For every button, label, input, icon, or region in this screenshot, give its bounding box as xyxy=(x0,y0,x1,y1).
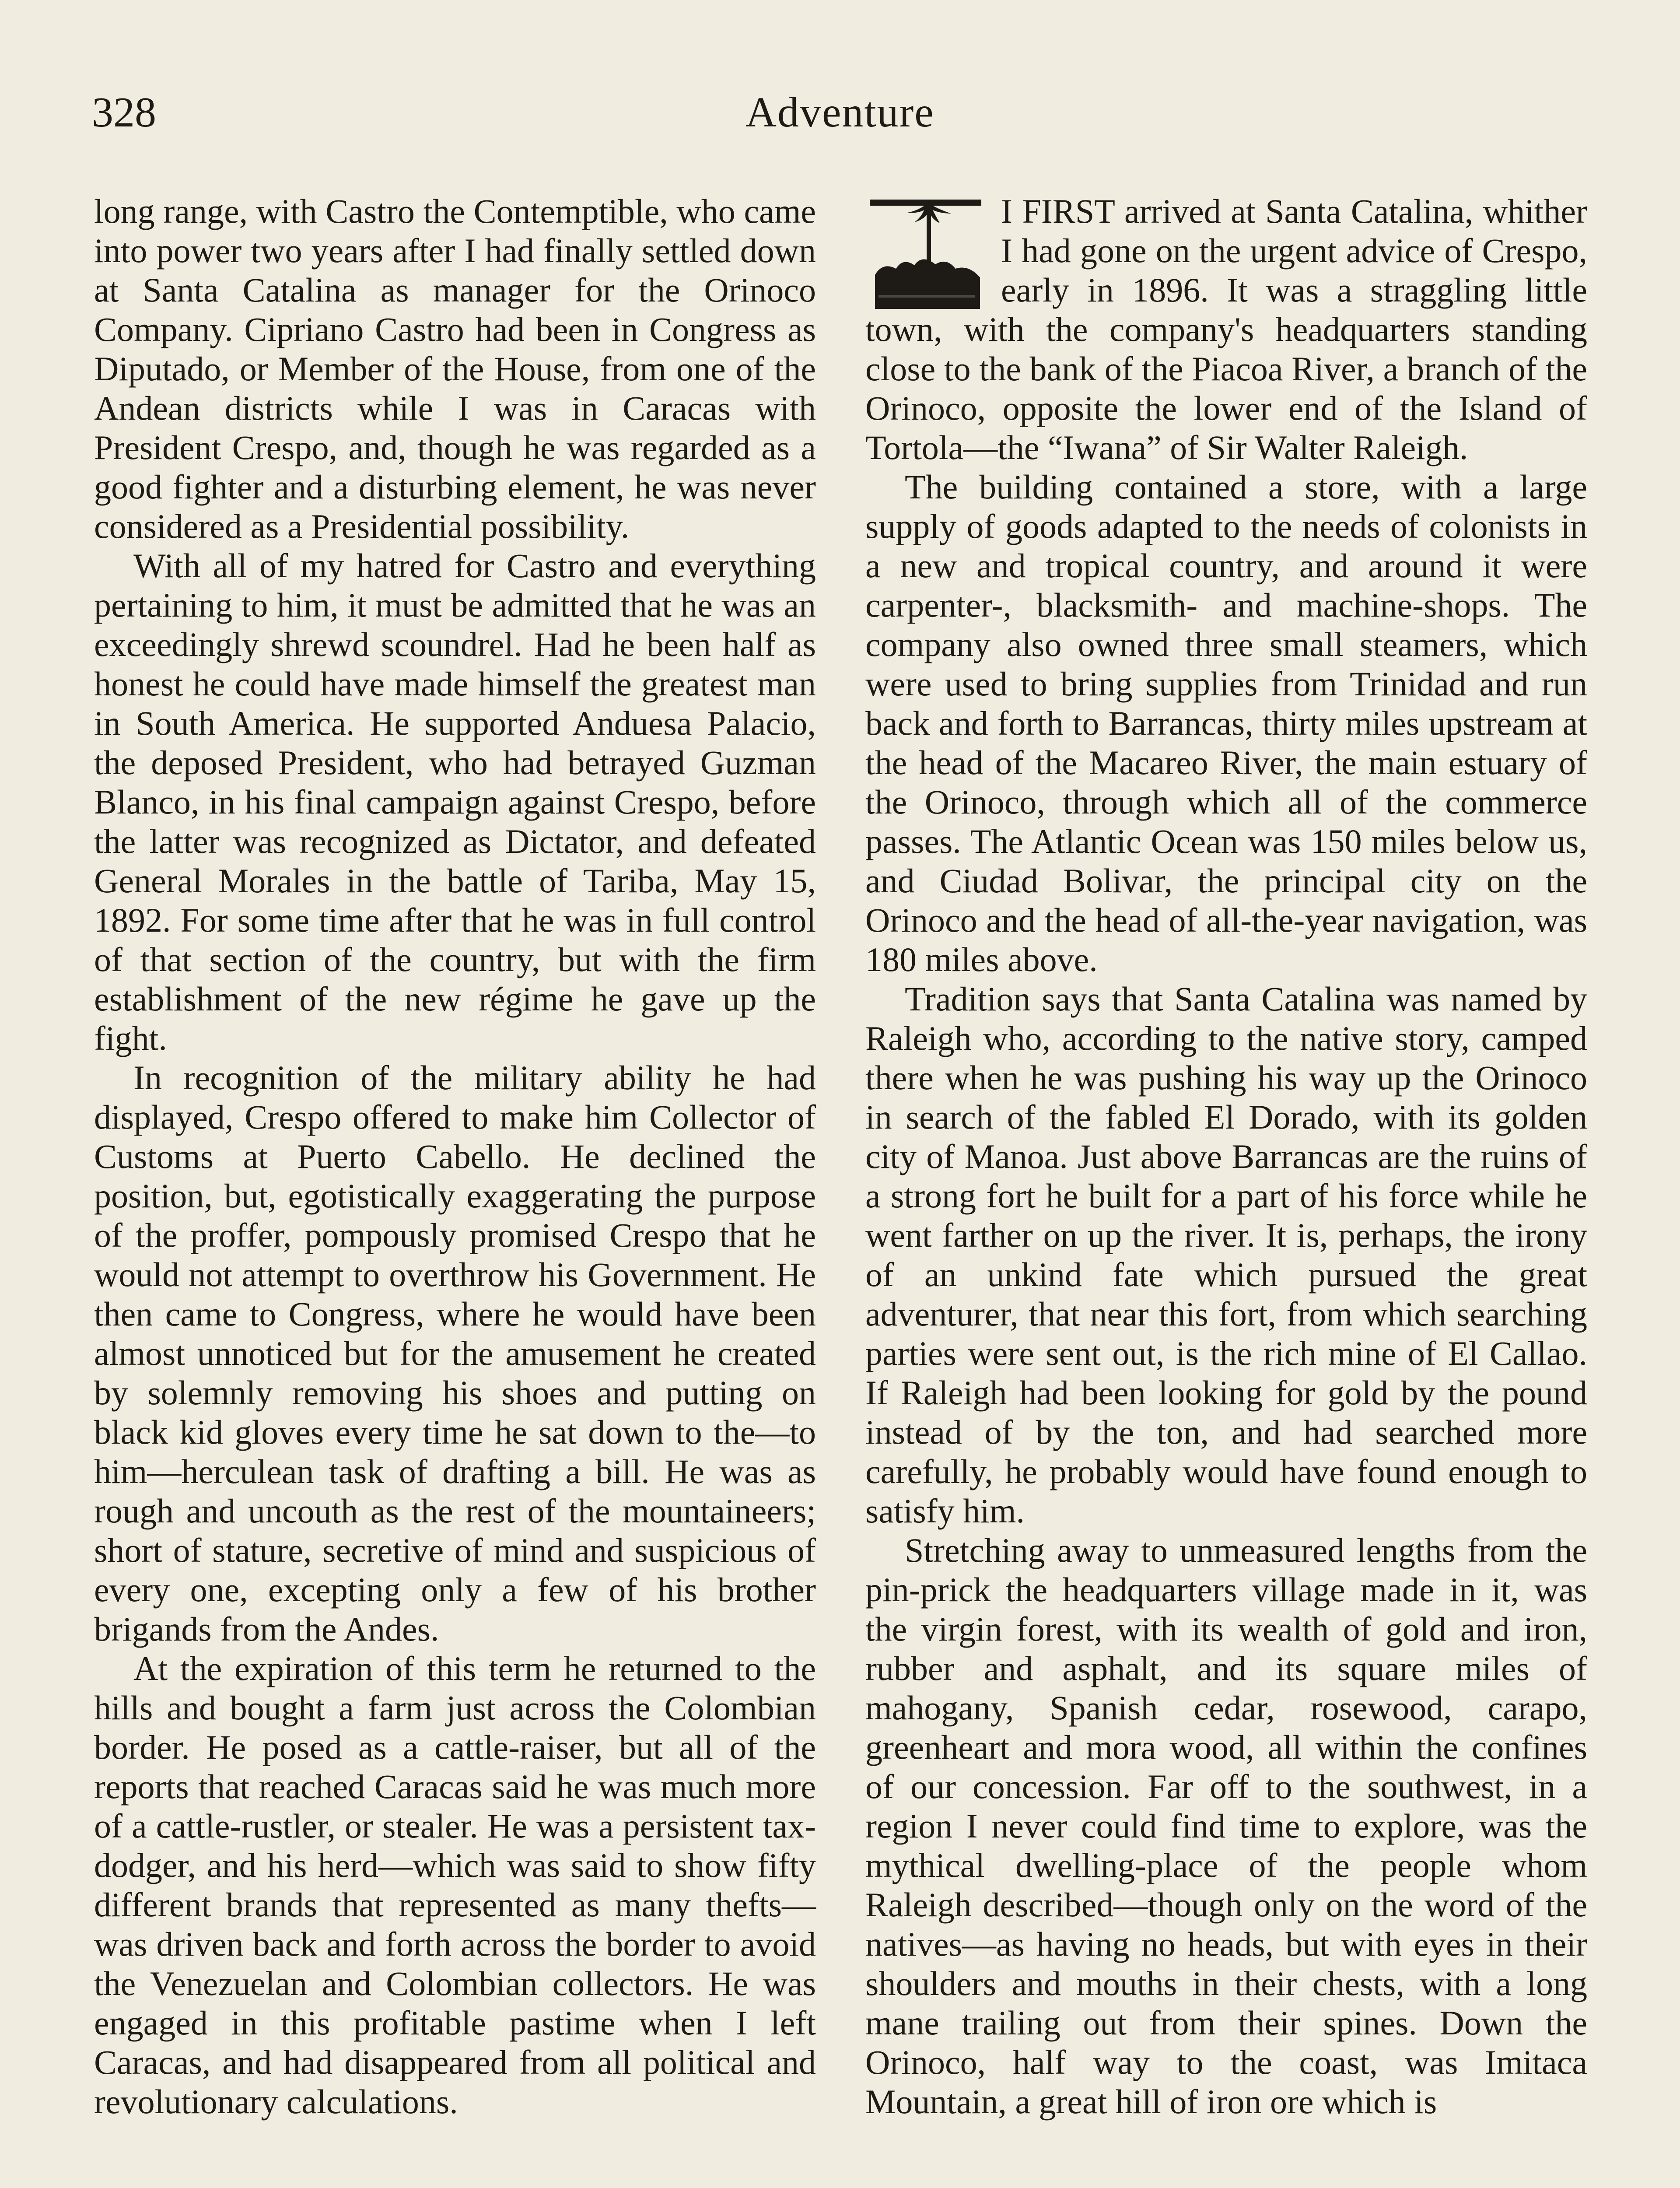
paragraph: I FIRST arrived at Santa Catalina, whither I had gone on the urgent advice of Crespo, early in 1896. It was a straggling little town, with the company's headquarters standing close to the bank of the Piacoa River, a branch of the Orinoco, opposite the lower end of the Island of Tortola—the “Iwana” of Sir Walter Raleigh. xyxy=(865,192,1587,466)
paragraph: With all of my hatred for Castro and everything pertaining to him, it must be admitted that he was an exceedingly shrewd scoundrel. Had he been half as honest he could have made himself the greatest man in South America. He supported Anduesa Palacio, the deposed President, who had betrayed Guzman Blanco, in his final campaign against Crespo, before the latter was recognized as Dictator, and defeated General Morales in the battle of Tariba, May 15, 1892. For some time after that he was in full control of that section of the country, but with the firm establishment of the new régime he gave up the fight. xyxy=(94,547,816,1057)
paragraph: long range, with Castro the Contemptible, who came into power two years after I had finally settled down at Santa Catalina as manager for the Orinoco Company. Cipriano Castro had been in Congress as Diputado, or Member of the House, from one of the Andean districts while I was in Caracas with President Crespo, and, though he was regarded as a good fighter and a disturbing element, he was never considered as a Presidential possibility. xyxy=(94,192,816,545)
paragraph: Stretching away to unmeasured lengths from the pin-prick the headquarters village made in it, was the virgin forest, with its wealth of gold and iron, rubber and asphalt, and its square miles of mahogany, Spanish cedar, rosewood, carapo, greenheart and mora wood, all within the confines of our concession. Far off to the southwest, in a region I never could find time to explore, was the mythical dwelling-place of the people whom Raleigh described—though only on the word of the natives—as having no heads, but with eyes in their shoulders and mouths in their chests, with a long mane trailing out from their spines. Down the Orinoco, half way to the coast, was Imitaca Mountain, a great hill of iron ore which is xyxy=(865,1531,1587,2121)
paragraph: Tradition says that Santa Catalina was named by Raleigh who, according to the native story, camped there when he was pushing his way up the Orinoco in search of the fabled El Dorado, with its golden city of Manoa. Just above Barrancas are the ruins of a strong fort he built for a part of his force while he went farther on up the river. It is, perhaps, the irony of an unkind fate which pursued the great adventurer, that near this fort, from which searching parties were sent out, is the rich mine of El Callao. If Raleigh had been looking for gold by the pound instead of by the ton, and had searched more carefully, he probably would have found enough to satisfy him. xyxy=(865,980,1587,1530)
decorative-initial-palm-icon xyxy=(865,192,992,310)
paragraph: In recognition of the military ability he had displayed, Crespo offered to make him Collector of Customs at Puerto Cabello. He declined the position, but, egotistically exaggerating the purpose of the proffer, pompously promised Crespo that he would not attempt to overthrow his Government. He then came to Congress, where he would have been almost unnoticed but for the amusement he created by solemnly removing his shoes and putting on black kid gloves every time he sat down to the—to him—herculean task of drafting a bill. He was as rough and uncouth as the rest of the mountaineers; short of stature, secretive of mind and suspicious of every one, excepting only a few of his brother brigands from the Andes. xyxy=(94,1059,816,1648)
right-column xyxy=(865,192,1587,2121)
paragraph: At the expiration of this term he returned to the hills and bought a farm just across the Colombian border. He posed as a cattle-raiser, but all of the reports that reached Caracas said he was much more of a cattle-rustler, or stealer. He was a persistent tax-dodger, and his herd—which was said to show fifty different brands that represented as many thefts—was driven back and forth across the border to avoid the Venezuelan and Colombian collectors. He was engaged in this profitable pastime when I left Caracas, and had disappeared from all political and revolutionary calculations. xyxy=(94,1649,816,2121)
running-head: Adventure xyxy=(746,89,934,136)
paragraph: The building contained a store, with a large supply of goods adapted to the needs of colonists in a new and tropical country, and around it were carpenter-, blacksmith- and machine-shops. The company also owned three small steamers, which were used to bring supplies from Trinidad and run back and forth to Barrancas, thirty miles upstream at the head of the Macareo River, the main estuary of the Orinoco, through which all of the commerce passes. The Atlantic Ocean was 150 miles below us, and Ciudad Bolivar, the principal city on the Orinoco and the head of all-the-year navigation, was 180 miles above. xyxy=(865,468,1587,978)
page-number: 328 xyxy=(92,89,156,136)
left-column xyxy=(94,192,816,2121)
